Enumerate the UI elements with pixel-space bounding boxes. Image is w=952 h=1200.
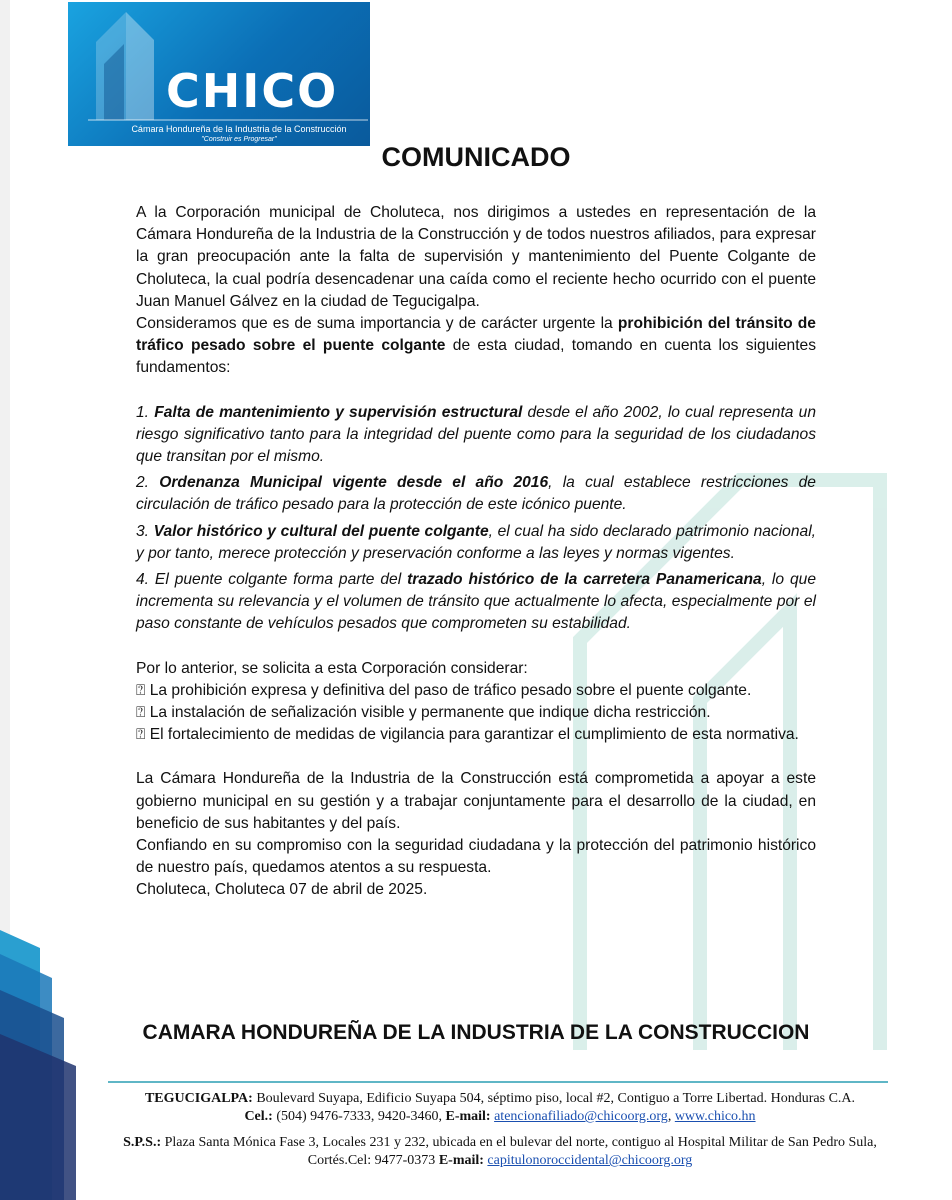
footer-sps bbox=[100, 1134, 900, 1170]
chico-logo bbox=[68, 2, 370, 146]
point-1-number: 1. bbox=[136, 403, 155, 421]
footer-tegucigalpa bbox=[100, 1090, 900, 1108]
footer-separator: , bbox=[667, 1109, 675, 1124]
closing-paragraph: La Cámara Hondureña de la Industria de la Construcción está comprometida a apoyar a este gobierno municipal en su gestión y a trabajar conjuntamente para el desarrollo de la ciudad, en beneficio de sus habitantes y del país. bbox=[136, 770, 816, 832]
point-4-bold: trazado histórico de la carretera Panamericana bbox=[407, 571, 762, 589]
footer bbox=[100, 1090, 900, 1170]
logo-name: CHICO bbox=[166, 64, 339, 118]
point-3-text: , el cual ha sido declarado patrimonio nacional, y por tanto, merece protección y preservación conforme a las leyes y normas vigentes. bbox=[136, 522, 816, 562]
request-item: ⍰ La prohibición expresa y definitiva del paso de tráfico pesado sobre el puente colgante. bbox=[136, 681, 752, 699]
request-item: ⍰ La instalación de señalización visible y permanente que indique dicha restricción. bbox=[136, 704, 711, 722]
email-label: E-mail: bbox=[445, 1109, 491, 1124]
point-2-bold: Ordenanza Municipal vigente desde el año 2016 bbox=[159, 474, 549, 492]
request-item: ⍰ El fortalecimiento de medidas de vigilancia para garantizar el cumplimiento de esta normativa. bbox=[136, 726, 799, 744]
teg-address: Boulevard Suyapa, Edificio Suyapa 504, séptimo piso, local #2, Contiguo a Torre Libertad. Honduras C.A. bbox=[252, 1091, 856, 1106]
sps-email-label: E-mail: bbox=[438, 1153, 484, 1168]
sps-address: Plaza Santa Mónica Fase 3, Locales 231 y 232, ubicada en el bulevar del norte, contiguo al Hospital Militar de San Pedro Sula, Cortés.Cel: 9477-0373 bbox=[161, 1135, 877, 1168]
cel-label: Cel.: bbox=[244, 1109, 273, 1124]
closing-paragraph-2: Confiando en su compromiso con la seguridad ciudadana y la protección del patrimonio histórico de nuestro país, quedamos atentos a su respuesta. bbox=[136, 837, 816, 877]
requests-intro: Por lo anterior, se solicita a esta Corporación considerar: bbox=[136, 659, 528, 677]
point-4-number: 4. El puente colgante forma parte del bbox=[136, 571, 408, 589]
email-link[interactable]: atencionafiliado@chicoorg.org bbox=[494, 1109, 668, 1124]
signature: CAMARA HONDUREÑA DE LA INDUSTRIA DE LA CONSTRUCCION bbox=[142, 1021, 810, 1044]
point-3-number: 3. bbox=[136, 522, 154, 540]
sps-label: S.P.S.: bbox=[123, 1135, 162, 1150]
cel-numbers: (504) 9476-7333, 9420-3460, bbox=[272, 1109, 446, 1124]
point-4 bbox=[136, 569, 816, 636]
point-3 bbox=[136, 521, 816, 565]
footer-divider bbox=[108, 1081, 888, 1083]
point-2-number: 2. bbox=[136, 474, 160, 492]
decorative-stripes bbox=[0, 930, 80, 1200]
point-1-bold: Falta de mantenimiento y supervisión estructural bbox=[154, 403, 523, 421]
point-1-text: desde el año 2002, lo cual representa un riesgo significativo tanto para la integridad del puente como para la seguridad de los ciudadanos que transitan por el mismo. bbox=[136, 403, 816, 466]
letter-body bbox=[136, 202, 816, 902]
intro-paragraph: A la Corporación municipal de Choluteca, nos dirigimos a ustedes en representación de la Cámara Hondureña de la Industria de la Construcción y de todos nuestros afiliados, para expresar la gran preocupación ante la falta de supervisión y mantenimiento del Puente Colgante de Choluteca, la cual podría desencadenar una caída como el reciente hecho ocurrido con el puente Juan Manuel Gálvez en la ciudad de Tegucigalpa. bbox=[136, 204, 816, 310]
request-text-start: Consideramos que es de suma importancia y de carácter urgente la bbox=[136, 315, 618, 333]
point-2-text: , la cual establece restricciones de circulación de tráfico pesado para la protección de este icónico puente. bbox=[136, 474, 816, 514]
website-link[interactable]: www.chico.hn bbox=[674, 1109, 756, 1124]
logo-tagline: Cámara Hondureña de la Industria de la Construcción bbox=[131, 124, 347, 134]
point-2 bbox=[136, 472, 816, 516]
request-text-end: de esta ciudad, tomando en cuenta los siguientes fundamentos: bbox=[136, 337, 816, 377]
request-text-bold: prohibición del tránsito de tráfico pesado sobre el puente colgante bbox=[136, 315, 816, 355]
logo-motto: "Construir es Progresar" bbox=[201, 136, 277, 143]
footer-contact bbox=[100, 1108, 900, 1126]
point-4-text: , lo que incrementa su relevancia y el volumen de tránsito que actualmente lo afecta, especialmente por el paso constante de vehículos pesados que comprometen su estabilidad. bbox=[136, 571, 816, 633]
sps-email-link[interactable]: capitulonoroccidental@chicoorg.org bbox=[487, 1153, 693, 1168]
request-paragraph bbox=[136, 313, 816, 380]
place-date: Choluteca, Choluteca 07 de abril de 2025. bbox=[136, 881, 428, 899]
point-3-bold: Valor histórico y cultural del puente colgante bbox=[153, 522, 489, 540]
point-1 bbox=[136, 402, 816, 469]
teg-label: TEGUCIGALPA: bbox=[144, 1091, 253, 1106]
document-title: COMUNICADO bbox=[381, 142, 571, 172]
